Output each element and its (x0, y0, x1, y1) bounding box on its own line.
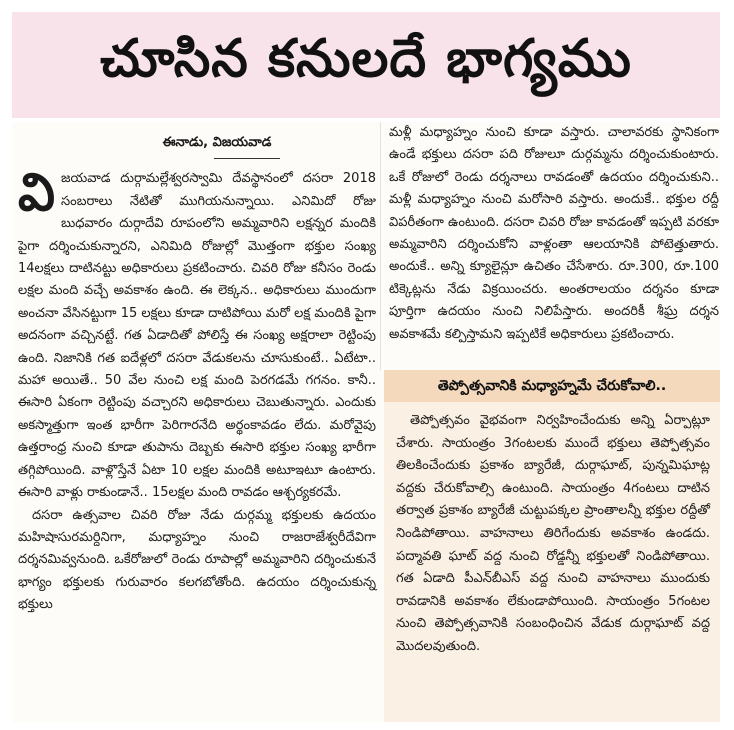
paragraph-1-text: జయవాడ దుర్గామల్లేశ్వరస్వామి దేవస్థానంలో దసరా 2018 సంబరాలు నేటితో ముగియనున్నాయి. ఎనిమిదో రోజు బుధవారం దుర్గాదేవి రూపంలోని అమ్మవారిని లక్షన్నర మందికి పైగా దర్శించుకున్నారని, ఎనిమిది రోజుల్లో మొత్తంగా భక్తుల సంఖ్య 14లక్షలు దాటినట్టు అధికారులు ప్రకటించారు. చివరి రోజు కనీసం రెండు లక్షల మంది వచ్చే అవకాశం ఉంది. ఈ లెక్కన.. అధికారులు ముందుగా అంచనా వేసినట్టుగా 15 లక్షలు కూడా దాటిపోయి మరో లక్ష మందికి పైగా అదనంగా వచ్చినట్టే. గత ఏడాదితో పోలిస్తే ఈ సంఖ్య అక్షరాలా రెట్టింపు ఉంది. నిజానికి గత ఐదేళ్లలో దసరా వేడుకలను చూసుకుంటే.. ఏటేటా.. మహా అయితే.. 50 వేల నుంచి లక్ష మంది పెరగడమే గగనం. కానీ.. ఈసారి ఏకంగా రెట్టింపు వచ్చారని అధికారులు చెబుతున్నారు. ఎందుకు అకస్మాత్తుగా ఇంత భారీగా పెరిగారనేది అర్థంకావడం లేదు. మరోవైపు ఉత్తరాంధ్ర నుంచి కూడా తుపాను దెబ్బకు ఈసారి భక్తుల సంఖ్య భారీగా తగ్గిపోయింది. వాళ్లొస్తేనే ఏటా 10 లక్షల మందికి అటూఇటూ ఉంటారు. ఈసారి వాళ్లు రాకుండానే.. 15లక్షల మంది రావడం ఆశ్చర్యకరమే. (18, 171, 376, 501)
sidebar-title: తెప్పోత్సవానికి మధ్యాహ్నమే చేరుకోవాలి.. (384, 370, 720, 402)
sidebar-box (384, 370, 720, 722)
headline: చూసిన కనులదే భాగ్యము (100, 28, 632, 89)
paragraph-1 (18, 163, 376, 504)
sidebar-text: తెప్పోత్సవం వైభవంగా నిర్వహించేందుకు అన్ని ఏర్పాట్లూ చేశారు. సాయంత్రం 3గంటలకు ముందే భక్తులు తెప్పోత్సవం తిలకించేందుకు ప్రకాశం బ్యారేజీ, దుర్గాఘాట్, పున్నమిఘాట్ల వద్దకు చేరుకోవాల్సి ఉంటుంది. సాయంత్రం 4గంటలు దాటిన తర్వాత ప్రకాశం బ్యారేజీ చుట్టుపక్కల ప్రాంతాలన్నీ భక్తుల రద్దీతో నిండిపోతాయి. వాహనాలు తిరిగేందుకు అవకాశం ఉండదు. పద్మావతి ఘాట్ వద్ద నుంచి రోడ్డన్నీ భక్తులతో నిండిపోతాయి. గత ఏడాది పీఎన్‌బీఎస్ వద్ద నుంచి వాహనాలు ముందుకు రావడానికి అవకాశం లేకుండాపోయింది. సాయంత్రం 5గంటల నుంచి తెప్పోత్సవానికి సంబంధించిన వేడుక దుర్గాఘాట్ వద్ద మొదలవుతుంది. (396, 413, 710, 654)
byline-rule (214, 158, 280, 159)
paragraph-2: దసరా ఉత్సవాల చివరి రోజు నేడు దుర్గమ్మ భక్తులకు ఉదయం మహిషాసురమర్దినిగా, మధ్యాహ్నం నుంచి రాజరాజేశ్వరీదేవిగా దర్శనమివ్వనుంది. ఒకేరోజులో రెండు రూపాల్లో అమ్మవారిని దర్శించుకునే భాగ్యం భక్తులకు గురువారం కలగబోతోంది. ఉదయం దర్శించుకున్న భక్తులు (18, 507, 376, 613)
article-column-2 (389, 122, 719, 346)
drop-cap: వి (18, 163, 55, 224)
article-column-1 (18, 122, 376, 617)
column-divider (380, 122, 381, 370)
paragraph-3: మళ్లీ మధ్యాహ్నం నుంచి కూడా వస్తారు. చాలావరకు స్థానికంగా ఉండే భక్తులు దసరా పది రోజులూ దుర్గమ్మను దర్శించుకుంటారు. ఒకే రోజులో రెండు దర్శనాలు రావడంతో ఉదయం దర్శించుకుని.. మళ్లీ మధ్యాహ్నం నుంచి మరోసారి వస్తారు. అందుకే.. భక్తుల రద్దీ విపరీతంగా ఉంటుంది. దసరా చివరి రోజు కావడంతో ఇప్పటి వరకూ అమ్మవారిని దర్శించుకోని వాళ్లంతా ఆలయానికి పోటెత్తుతారు. అందుకే.. అన్ని క్యూలైన్లూ ఉచితం చేసేశారు. రూ.300, రూ.100 టిక్కెట్లను నేడు విక్రయించరు. అంతరాలయం దర్శనం కూడా పూర్తిగా ఉదయం నుంచి నిలిపేస్తారు. అందరికీ శీఘ్ర దర్శన అవకాశమే కల్పిస్తామని ఇప్పటికే అధికారులు ప్రకటించారు. (389, 125, 719, 342)
headline-banner (12, 12, 720, 118)
byline: ఈనాడు, విజయవాడ (162, 135, 272, 150)
article-body (12, 122, 720, 722)
